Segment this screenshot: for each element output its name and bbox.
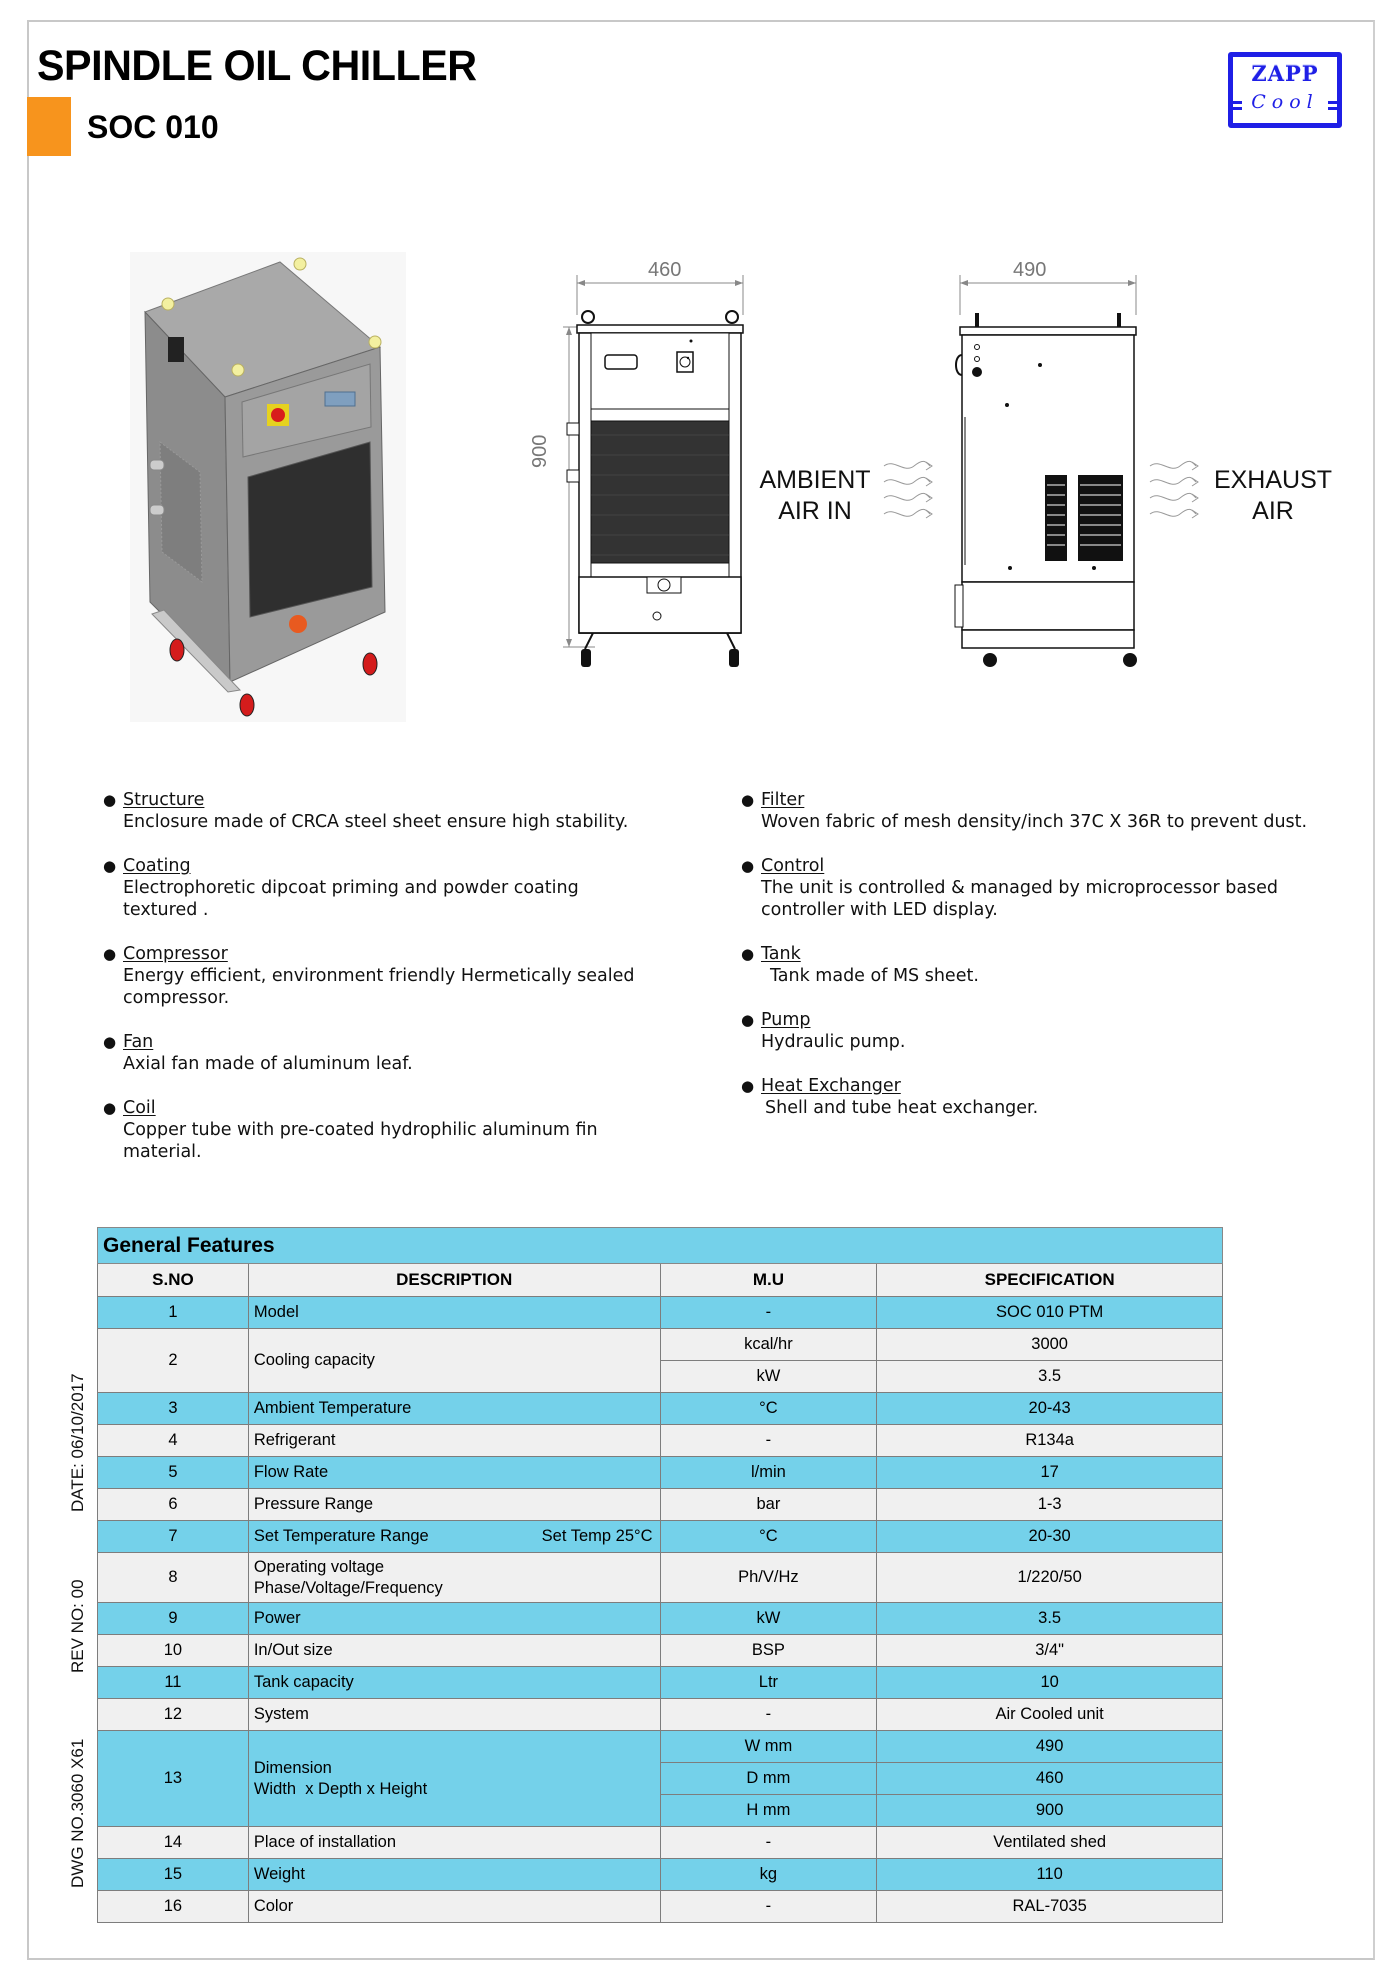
cell-spec: 20-43 xyxy=(877,1393,1223,1425)
logo-bar-right-2 xyxy=(1328,107,1337,110)
table-row xyxy=(98,1859,1223,1891)
bullet-icon: ● xyxy=(103,945,117,963)
cell-mu: kg xyxy=(660,1859,877,1891)
bullet-icon: ● xyxy=(103,1099,117,1117)
cell-mu: BSP xyxy=(660,1635,877,1667)
drawing-number: DWG NO.3060 X61 xyxy=(68,1738,87,1888)
zappcool-logo xyxy=(1228,52,1342,128)
cell-mu: bar xyxy=(660,1489,877,1521)
logo-text-cool: Cool xyxy=(1251,91,1319,113)
cell-sno: 5 xyxy=(98,1457,249,1489)
cell-spec: 110 xyxy=(877,1859,1223,1891)
feature-desc: Axial fan made of aluminum leaf. xyxy=(123,1054,413,1074)
cell-mu: - xyxy=(660,1425,877,1457)
feature-item xyxy=(100,1031,680,1075)
cell-sno: 13 xyxy=(98,1731,249,1827)
column-header-specification: SPECIFICATION xyxy=(877,1264,1223,1297)
cell-sno: 15 xyxy=(98,1859,249,1891)
front-view-drawing xyxy=(545,255,775,675)
table-row xyxy=(98,1553,1223,1603)
feature-item xyxy=(738,855,1328,921)
feature-item xyxy=(100,789,680,833)
cell-description: In/Out size xyxy=(248,1635,660,1667)
cell-spec: 3.5 xyxy=(877,1603,1223,1635)
accent-block xyxy=(27,97,71,156)
cell-description xyxy=(248,1521,660,1553)
cell-mu: kcal/hr xyxy=(660,1329,877,1361)
table-row xyxy=(98,1457,1223,1489)
cell-spec: 900 xyxy=(877,1795,1223,1827)
features-left xyxy=(100,789,680,1185)
exhaust-label-line1: EXHAUST xyxy=(1213,466,1333,494)
cell-mu: W mm xyxy=(660,1731,877,1763)
column-header-description: DESCRIPTION xyxy=(248,1264,660,1297)
cell-sno: 7 xyxy=(98,1521,249,1553)
feature-title: Pump xyxy=(761,1010,811,1030)
feature-title: Tank xyxy=(761,944,801,964)
cell-spec: 1-3 xyxy=(877,1489,1223,1521)
column-header-mu: M.U xyxy=(660,1264,877,1297)
cell-description: Refrigerant xyxy=(248,1425,660,1457)
bullet-icon: ● xyxy=(741,857,755,875)
cell-description: Power xyxy=(248,1603,660,1635)
side-view-drawing xyxy=(940,255,1140,675)
feature-desc: The unit is controlled & managed by microprocessor based controller with LED display. xyxy=(761,878,1279,920)
feature-desc: Energy efficient, environment friendly Hermetically sealed compressor. xyxy=(123,966,635,1008)
cell-spec: 1/220/50 xyxy=(877,1553,1223,1603)
table-row xyxy=(98,1393,1223,1425)
cell-spec: Air Cooled unit xyxy=(877,1699,1223,1731)
airflow-in-arrows-icon xyxy=(882,458,938,528)
table-row xyxy=(98,1731,1223,1763)
features-right xyxy=(738,789,1328,1141)
feature-desc: Electrophoretic dipcoat priming and powder coating textured . xyxy=(123,878,579,920)
cell-description: Tank capacity xyxy=(248,1667,660,1699)
table-row xyxy=(98,1891,1223,1923)
bullet-icon: ● xyxy=(741,1077,755,1095)
cell-mu: kW xyxy=(660,1361,877,1393)
cell-mu: - xyxy=(660,1699,877,1731)
feature-desc: Copper tube with pre-coated hydrophilic aluminum fin material. xyxy=(123,1120,598,1162)
cell-sno: 9 xyxy=(98,1603,249,1635)
cell-sno: 14 xyxy=(98,1827,249,1859)
model-subtitle: SOC 010 xyxy=(87,109,219,145)
cell-sno: 2 xyxy=(98,1329,249,1393)
column-header-sno: S.NO xyxy=(98,1264,249,1297)
cell-mu: °C xyxy=(660,1393,877,1425)
feature-title: Coil xyxy=(123,1098,156,1118)
cell-description: Color xyxy=(248,1891,660,1923)
feature-title: Structure xyxy=(123,790,205,810)
feature-item xyxy=(100,855,680,921)
cell-spec: Ventilated shed xyxy=(877,1827,1223,1859)
cell-sno: 4 xyxy=(98,1425,249,1457)
feature-item xyxy=(738,1009,1328,1053)
cell-mu: Ltr xyxy=(660,1667,877,1699)
general-features-table xyxy=(97,1227,1223,1923)
cell-sno: 11 xyxy=(98,1667,249,1699)
cell-description: Ambient Temperature xyxy=(248,1393,660,1425)
cell-spec: 490 xyxy=(877,1731,1223,1763)
cell-spec: 10 xyxy=(877,1667,1223,1699)
feature-title: Coating xyxy=(123,856,191,876)
feature-title: Filter xyxy=(761,790,805,810)
cell-mu: D mm xyxy=(660,1763,877,1795)
bullet-icon: ● xyxy=(741,791,755,809)
description-line2: Phase/Voltage/Frequency xyxy=(253,1578,443,1597)
feature-desc: Woven fabric of mesh density/inch 37C X 36R to prevent dust. xyxy=(761,812,1308,832)
bullet-icon: ● xyxy=(103,791,117,809)
table-row xyxy=(98,1827,1223,1859)
cell-description: Place of installation xyxy=(248,1827,660,1859)
cell-sno: 3 xyxy=(98,1393,249,1425)
page-title: SPINDLE OIL CHILLER xyxy=(37,42,477,90)
cell-description xyxy=(248,1731,660,1827)
airflow-out-arrows-icon xyxy=(1148,458,1204,528)
feature-item xyxy=(100,1097,680,1163)
cell-mu: - xyxy=(660,1827,877,1859)
cell-spec: 17 xyxy=(877,1457,1223,1489)
logo-bar-right xyxy=(1328,101,1337,104)
cell-mu: H mm xyxy=(660,1795,877,1827)
drawing-date: DATE: 06/10/2017 xyxy=(68,1373,87,1512)
description-line1: Operating voltage xyxy=(253,1557,385,1576)
description-line2: Width x Depth x Height xyxy=(253,1779,428,1798)
cell-sno: 6 xyxy=(98,1489,249,1521)
feature-title: Heat Exchanger xyxy=(761,1076,901,1096)
cell-spec: 20-30 xyxy=(877,1521,1223,1553)
dimension-side-width: 490 xyxy=(1013,259,1047,281)
bullet-icon: ● xyxy=(103,857,117,875)
cell-sno: 16 xyxy=(98,1891,249,1923)
cell-spec: SOC 010 PTM xyxy=(877,1297,1223,1329)
table-row xyxy=(98,1329,1223,1361)
ambient-label-line1: AMBIENT xyxy=(759,466,871,494)
cell-sno: 8 xyxy=(98,1553,249,1603)
cell-mu: °C xyxy=(660,1521,877,1553)
ambient-air-in-label xyxy=(755,465,875,527)
description-note: Set Temp 25°C xyxy=(541,1527,653,1545)
cell-mu: - xyxy=(660,1297,877,1329)
cell-description: Flow Rate xyxy=(248,1457,660,1489)
cell-mu: - xyxy=(660,1891,877,1923)
cell-spec: 460 xyxy=(877,1763,1223,1795)
bullet-icon: ● xyxy=(103,1033,117,1051)
feature-title: Compressor xyxy=(123,944,228,964)
revision-number: REV NO: 00 xyxy=(68,1579,87,1673)
description-line1: Dimension xyxy=(253,1758,332,1777)
table-row xyxy=(98,1699,1223,1731)
feature-desc: Tank made of MS sheet. xyxy=(770,966,979,986)
bullet-icon: ● xyxy=(741,1011,755,1029)
cell-mu: kW xyxy=(660,1603,877,1635)
logo-text-zapp: ZAPP xyxy=(1251,61,1319,86)
cell-sno: 12 xyxy=(98,1699,249,1731)
cell-spec: 3000 xyxy=(877,1329,1223,1361)
cell-spec: 3/4" xyxy=(877,1635,1223,1667)
cell-description: Weight xyxy=(248,1859,660,1891)
dimension-height: 900 xyxy=(529,434,551,468)
feature-desc: Hydraulic pump. xyxy=(761,1032,906,1052)
table-caption: General Features xyxy=(98,1228,1223,1264)
feature-item xyxy=(738,943,1328,987)
cell-description: Cooling capacity xyxy=(248,1329,660,1393)
feature-desc: Enclosure made of CRCA steel sheet ensure high stability. xyxy=(123,812,629,832)
feature-item xyxy=(738,789,1328,833)
ambient-label-line2: AIR IN xyxy=(778,497,852,525)
table-row xyxy=(98,1521,1223,1553)
cell-mu: l/min xyxy=(660,1457,877,1489)
description-text: Set Temperature Range xyxy=(253,1527,429,1545)
table-row xyxy=(98,1635,1223,1667)
feature-item xyxy=(738,1075,1328,1119)
table-row xyxy=(98,1425,1223,1457)
table-row xyxy=(98,1603,1223,1635)
feature-desc: Shell and tube heat exchanger. xyxy=(765,1098,1039,1118)
product-render-image xyxy=(130,252,406,722)
cell-sno: 10 xyxy=(98,1635,249,1667)
table-row xyxy=(98,1297,1223,1329)
cell-description xyxy=(248,1553,660,1603)
cell-description: Pressure Range xyxy=(248,1489,660,1521)
cell-spec: RAL-7035 xyxy=(877,1891,1223,1923)
feature-title: Fan xyxy=(123,1032,154,1052)
feature-title: Control xyxy=(761,856,825,876)
cell-spec: 3.5 xyxy=(877,1361,1223,1393)
cell-mu: Ph/V/Hz xyxy=(660,1553,877,1603)
cell-description: System xyxy=(248,1699,660,1731)
cell-sno: 1 xyxy=(98,1297,249,1329)
dimension-front-width: 460 xyxy=(648,259,682,281)
exhaust-air-label xyxy=(1208,465,1338,527)
cell-description: Model xyxy=(248,1297,660,1329)
cell-spec: R134a xyxy=(877,1425,1223,1457)
table-row xyxy=(98,1489,1223,1521)
feature-item xyxy=(100,943,680,1009)
exhaust-label-line2: AIR xyxy=(1252,497,1294,525)
table-row xyxy=(98,1667,1223,1699)
bullet-icon: ● xyxy=(741,945,755,963)
